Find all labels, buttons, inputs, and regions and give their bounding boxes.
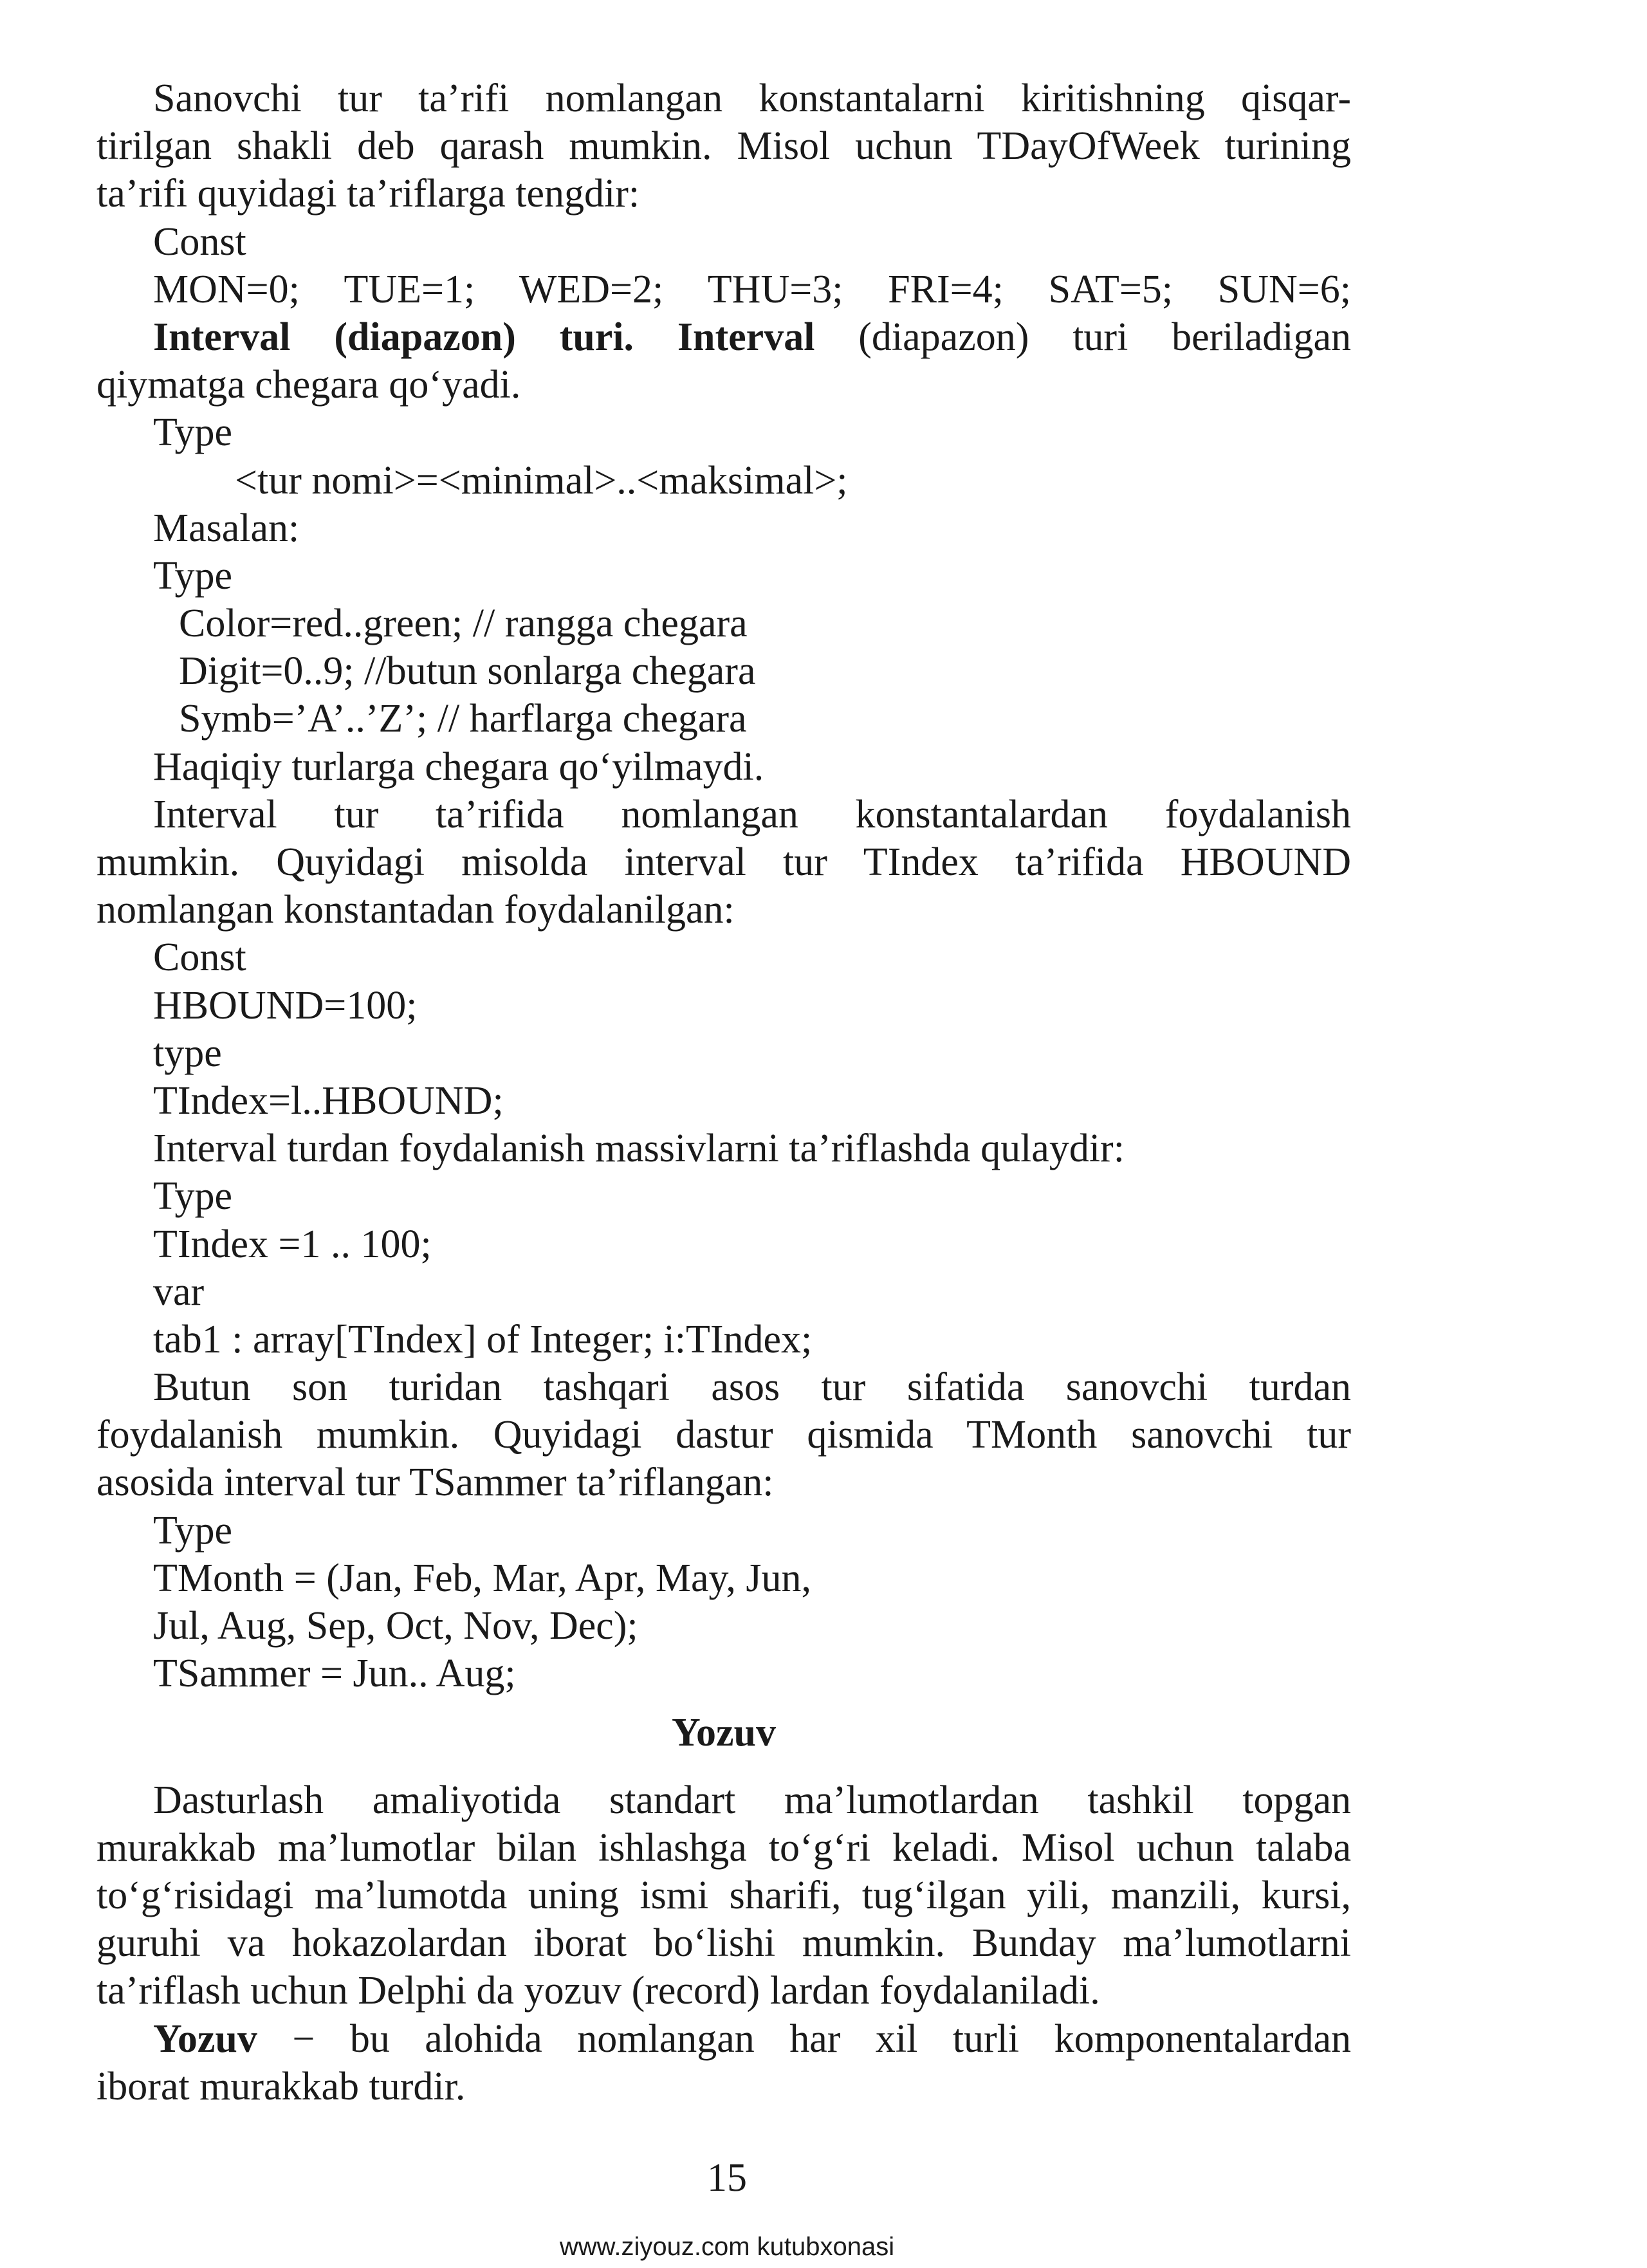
paragraph-line: tirilgan shakli deb qarash mumkin. Misol uchun TDayOfWeek turining — [97, 124, 1351, 169]
bold-term: Interval — [677, 315, 815, 359]
paragraph-line: nomlangan konstantadan foydalanilgan: — [97, 888, 735, 932]
page-number: 15 — [707, 2156, 747, 2200]
paragraph-line: asosida interval tur TSammer ta’riflangan: — [97, 1461, 774, 1505]
code-line: Type — [153, 553, 233, 598]
code-line: var — [153, 1269, 205, 1314]
code-line: TMonth = (Jan, Feb, Mar, Apr, May, Jun, — [153, 1556, 812, 1600]
code-line: TIndex =1 .. 100; — [153, 1222, 432, 1266]
code-line: Jul, Aug, Sep, Oct, Nov, Dec); — [153, 1604, 638, 1648]
code-line: HBOUND=100; — [153, 983, 418, 1028]
paragraph-line: Haqiqiy turlarga chegara qo‘yilmaydi. — [153, 744, 764, 789]
paragraph-line: Butun son turidan tashqari asos tur sifatida sanovchi turdan — [153, 1365, 1351, 1410]
paragraph-text: (diapazon) turi beriladigan — [858, 315, 1352, 359]
paragraph-line: mumkin. Quyidagi misolda interval tur TIndex ta’rifida HBOUND — [97, 840, 1351, 884]
paragraph-line: Interval turdan foydalanish massivlarni ta’riflashda qulaydir: — [153, 1127, 1125, 1171]
code-line: Digit=0..9; //butun sonlarga chegara — [179, 649, 756, 694]
paragraph-line: ta’riflash uchun Delphi da yozuv (record) lardan foydalaniladi. — [97, 1969, 1100, 2013]
paragraph-line: iborat murakkab turdir. — [97, 2064, 466, 2108]
code-line: <tur nomi>=<minimal>..<maksimal>; — [235, 458, 848, 502]
paragraph-line: Dasturlash amaliyotida standart ma’lumotlardan tashkil topgan — [153, 1778, 1351, 1822]
code-line: Symb=’A’..’Z’; // harflarga chegara — [179, 697, 747, 741]
bold-term: Yozuv — [153, 2016, 257, 2061]
paragraph-line: ta’rifi quyidagi ta’riflarga tengdir: — [97, 172, 640, 216]
paragraph-text: − bu alohida nomlangan har xil turli komponentalardan — [292, 2016, 1352, 2061]
code-line: TSammer = Jun.. Aug; — [153, 1652, 516, 1696]
section-heading: Yozuv — [672, 1711, 776, 1755]
paragraph-line: Masalan: — [153, 506, 300, 550]
code-line: Const — [153, 936, 246, 980]
code-line: Type — [153, 1174, 233, 1219]
code-line: Type — [153, 410, 233, 455]
code-line: Type — [153, 1508, 233, 1553]
paragraph-line: foydalanish mumkin. Quyidagi dastur qismida TMonth sanovchi tur — [97, 1413, 1351, 1457]
paragraph-line — [97, 2015, 1351, 2063]
code-line: type — [153, 1031, 222, 1075]
document-page — [97, 75, 1351, 2110]
footer-source: www.ziyouz.com kutubxonasi — [559, 2233, 895, 2261]
paragraph-line: Interval tur ta’rifida nomlangan konstantalardan foydalanish — [153, 792, 1351, 836]
paragraph-line: to‘g‘risidagi ma’lumotda uning ismi sharifi, tug‘ilgan yili, manzili, kursi, — [97, 1873, 1351, 1917]
paragraph-line — [97, 313, 1351, 361]
paragraph-line: guruhi va hokazolardan iborat bo‘lishi mumkin. Bunday ma’lumotlarni — [97, 1921, 1351, 1966]
code-line: Const — [153, 219, 246, 264]
paragraph-line: murakkab ma’lumotlar bilan ishlashga to‘g‘ri keladi. Misol uchun talaba — [97, 1825, 1351, 1870]
code-line: TIndex=l..HBOUND; — [153, 1078, 504, 1123]
paragraph-line: Sanovchi tur ta’rifi nomlangan konstantalarni kiritishning qisqar- — [153, 77, 1351, 120]
paragraph-line: qiymatga chegara qo‘yadi. — [97, 363, 521, 407]
code-line: Color=red..green; // rangga chegara — [179, 602, 748, 646]
code-line: MON=0; TUE=1; WED=2; THU=3; FRI=4; SAT=5; SUN=6; — [153, 267, 1351, 311]
code-line: tab1 : array[TIndex] of Integer; i:TIndex; — [153, 1317, 813, 1361]
bold-term: Interval (diapazon) turi. — [153, 315, 634, 359]
